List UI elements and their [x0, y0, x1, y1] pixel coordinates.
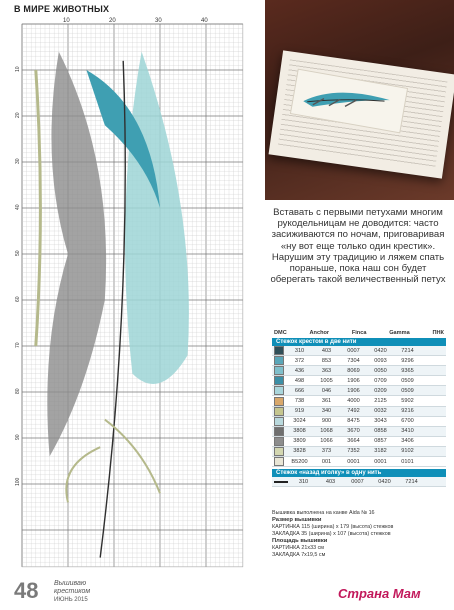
color-swatch-icon [274, 437, 284, 446]
row-label: 90 [15, 434, 21, 440]
key-cell: 340 [321, 408, 332, 415]
key-cell: 8475 [347, 418, 360, 425]
key-row [272, 386, 446, 396]
row-label: 60 [15, 296, 21, 302]
key-cell: 046 [321, 387, 332, 394]
key-cell: 1066 [320, 438, 333, 445]
key-cell: 0001 [374, 458, 387, 465]
key-cell: 0509 [401, 377, 414, 384]
row-label: 20 [15, 112, 21, 118]
section-title: В МИРЕ ЖИВОТНЫХ [14, 4, 110, 14]
color-swatch-icon [274, 427, 284, 436]
cross-stitch-chart [14, 14, 264, 574]
key-cell: 1068 [320, 428, 333, 435]
key-cell: 3664 [347, 438, 360, 445]
color-swatch-icon [274, 376, 284, 385]
row-label: 30 [15, 158, 21, 164]
watermark: Страна Мам [338, 586, 421, 601]
key-cell: 7352 [347, 448, 360, 455]
key-cell: 0007 [347, 347, 360, 354]
key-cell: 9365 [401, 367, 414, 374]
key-cell: 0509 [401, 387, 414, 394]
intro-quote: Вставать с первыми петухами многим рукодельницам не доводится: часто засиживаются по ночам, приговаривая «ну вот еще только один крестик». Нарушим эту традицию и ляжем спать пораньше, пока наш сон будет оберегать такой величественный петух [270, 207, 446, 286]
key-header-row: DMC Anchor Finca Gamma ПНК [274, 330, 444, 336]
key-cell: B5200 [291, 458, 308, 465]
row-label: 10 [15, 66, 21, 72]
key-cell: 1005 [320, 377, 333, 384]
color-swatch-icon [274, 356, 284, 365]
col-label: 40 [201, 18, 208, 24]
key-cell: 373 [321, 448, 332, 455]
embroidery-notes: Вышивка выполнена на канве Aida № 16 Размер вышивки КАРТИНКА 115 (ширина) х 179 (высота) стежков ЗАКЛАДКА 35 (ширина) х 107 (высота) стежков Площадь вышивки КАРТИНКА 21х33 см ЗАКЛАДКА 7х19,5 см [272, 510, 394, 558]
key-row [272, 427, 446, 437]
key-cell: 919 [294, 408, 305, 415]
key-cell: 6700 [401, 418, 414, 425]
col-label: 30 [155, 18, 162, 24]
key-cell: 9102 [401, 448, 414, 455]
key-cell: 7214 [401, 347, 414, 354]
row-label: 40 [15, 204, 21, 210]
key-cell: 8069 [347, 367, 360, 374]
color-swatch-icon [274, 366, 284, 375]
key-row [272, 447, 446, 457]
key-row [272, 366, 446, 376]
key-cell: 3410 [401, 428, 414, 435]
magazine-brand: Вышиваю крестиком ИЮНЬ 2015 [54, 580, 91, 603]
key-cell: 403 [321, 347, 332, 354]
key-row [272, 346, 446, 356]
key-cell: 372 [294, 357, 305, 364]
key-cell: 0209 [374, 387, 387, 394]
key-rows [272, 346, 446, 467]
key-cell: 3024 [293, 418, 306, 425]
color-swatch-icon [274, 417, 284, 426]
key-cell: 738 [294, 398, 305, 405]
key-cell: 436 [294, 367, 305, 374]
key-cell: 361 [321, 398, 332, 405]
key-cell: 0709 [374, 377, 387, 384]
row-label: 70 [15, 342, 21, 348]
key-cell: 2125 [374, 398, 387, 405]
key-section-backstitch: Стежок «назад иголку» в одну нить [272, 469, 446, 477]
key-cell: 7492 [347, 408, 360, 415]
key-cell: 498 [294, 377, 305, 384]
key-row [272, 437, 446, 447]
key-cell: 0857 [374, 438, 387, 445]
key-cell: 4000 [347, 398, 360, 405]
row-label: 80 [15, 388, 21, 394]
key-cell: 5902 [401, 398, 414, 405]
bookmark-photo [265, 0, 454, 200]
chart-canvas [14, 14, 264, 574]
color-key-table [272, 330, 446, 487]
key-row [272, 457, 446, 467]
key-cell: 853 [321, 357, 332, 364]
key-row-backstitch: 310 403 0007 0420 7214 [272, 477, 446, 487]
key-cell: 0050 [374, 367, 387, 374]
color-swatch-icon [274, 386, 284, 395]
key-cell: 900 [321, 418, 332, 425]
key-row [272, 356, 446, 366]
key-cell: 1906 [347, 387, 360, 394]
key-row [272, 396, 446, 406]
page-number: 48 [14, 578, 39, 603]
key-cell: 3182 [374, 448, 387, 455]
key-cell: 3808 [293, 428, 306, 435]
col-label: 10 [63, 18, 70, 24]
row-label: 50 [15, 250, 21, 256]
color-swatch-icon [274, 346, 284, 355]
color-swatch-icon [274, 447, 284, 456]
key-cell: 0101 [401, 458, 414, 465]
key-cell: 001 [321, 458, 332, 465]
key-row [272, 407, 446, 417]
key-cell: 1906 [347, 377, 360, 384]
key-cell: 7304 [347, 357, 360, 364]
key-cell: 0032 [374, 408, 387, 415]
backstitch-line-icon [274, 481, 288, 483]
key-cell: 3670 [347, 428, 360, 435]
key-cell: 3828 [293, 448, 306, 455]
color-swatch-icon [274, 397, 284, 406]
row-label: 100 [15, 477, 21, 486]
key-cell: 9216 [401, 408, 414, 415]
key-section-cross: Стежок крестом в две нити [272, 338, 446, 346]
key-cell: 0093 [374, 357, 387, 364]
key-cell: 0858 [374, 428, 387, 435]
key-cell: 666 [294, 387, 305, 394]
key-cell: 0420 [374, 347, 387, 354]
color-swatch-icon [274, 407, 284, 416]
key-cell: 363 [321, 367, 332, 374]
key-cell: 3406 [401, 438, 414, 445]
key-cell: 3043 [374, 418, 387, 425]
key-cell: 3809 [293, 438, 306, 445]
key-row [272, 376, 446, 386]
col-label: 20 [109, 18, 116, 24]
key-row [272, 417, 446, 427]
key-cell: 310 [294, 347, 305, 354]
key-cell: 0001 [347, 458, 360, 465]
color-swatch-icon [274, 457, 284, 466]
key-cell: 9296 [401, 357, 414, 364]
